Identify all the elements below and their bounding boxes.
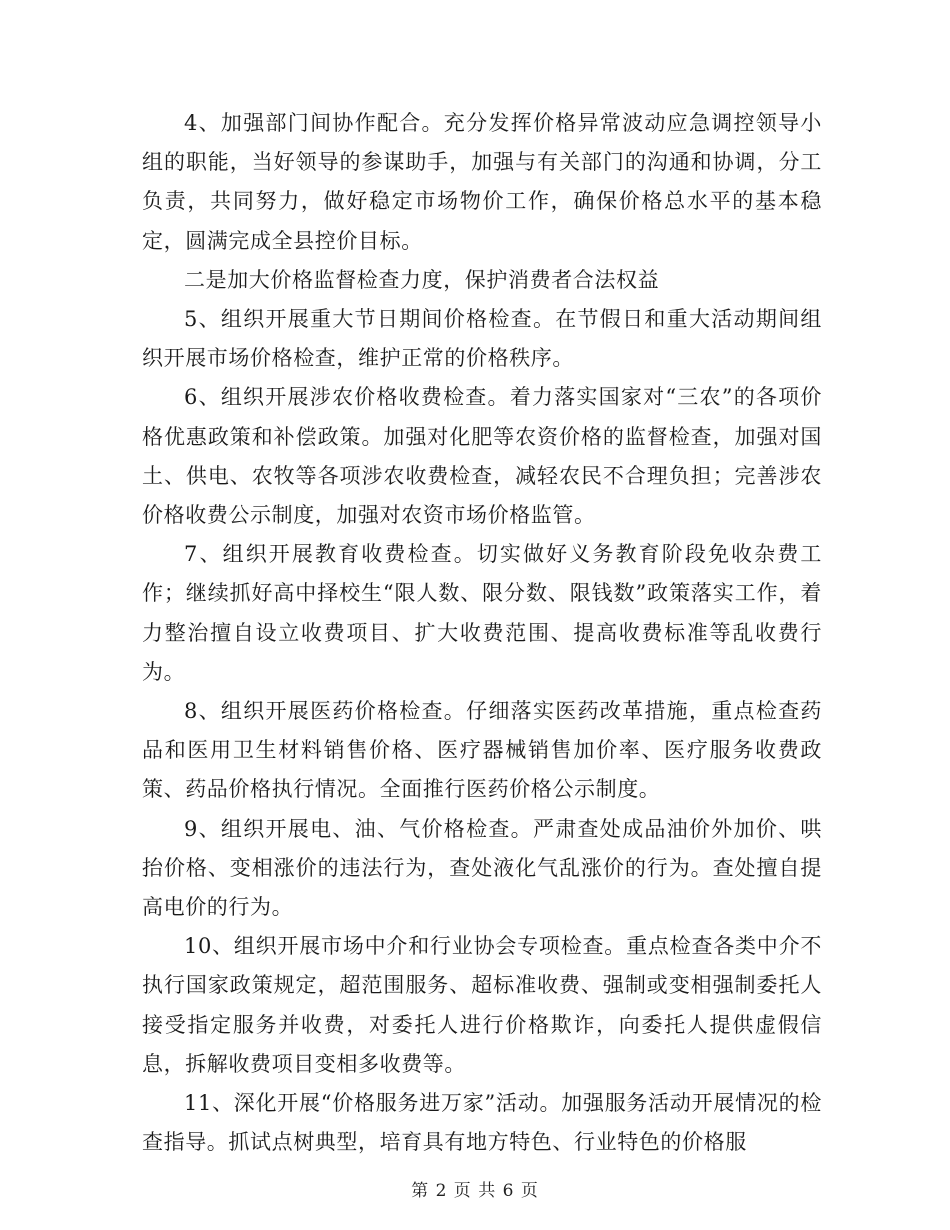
paragraph-item-10: 10、组织开展市场中介和行业协会专项检查。重点检查各类中介不执行国家政策规定，超范围服务、超标准收费、强制或变相强制委托人接受指定服务并收费，对委托人进行价格欺诈，向委托人提供虚假信息，拆解收费项目变相多收费等。	[142, 934, 822, 1076]
paragraph-item-6: 6、组织开展涉农价格收费检查。着力落实国家对“三农”的各项价格优惠政策和补偿政策。加强对化肥等农资价格的监督检查，加强对国土、供电、农牧等各项涉农收费检查，减轻农民不合理负担；完善涉农价格收费公示制度，加强对农资市场价格监管。	[142, 385, 822, 528]
section-heading: 二是加大价格监督检查力度，保护消费者合法权益	[184, 267, 660, 292]
document-body	[142, 104, 822, 1162]
paragraph-item-4: 4、加强部门间协作配合。充分发挥价格异常波动应急调控领导小组的职能，当好领导的参谋助手，加强与有关部门的沟通和协调，分工负责，共同努力，做好稳定市场物价工作，确保价格总水平的基本稳定，圆满完成全县控价目标。	[142, 111, 822, 253]
page-number-footer: 第 2 页 共 6 页	[411, 1181, 539, 1201]
paragraph-item-9: 9、组织开展电、油、气价格检查。严肃查处成品油价外加价、哄抬价格、变相涨价的违法行为，查处液化气乱涨价的行为。查处擅自提高电价的行为。	[142, 816, 822, 920]
paragraph-item-5: 5、组织开展重大节日期间价格检查。在节假日和重大活动期间组织开展市场价格检查，维护正常的价格秩序。	[142, 307, 822, 371]
paragraph-item-8: 8、组织开展医药价格检查。仔细落实医药改革措施，重点检查药品和医用卫生材料销售价格、医疗器械销售加价率、医疗服务收费政策、药品价格执行情况。全面推行医药价格公示制度。	[142, 699, 822, 802]
paragraph-item-11: 11、深化开展“价格服务进万家”活动。加强服务活动开展情况的检查指导。抓试点树典型，培育具有地方特色、行业特色的价格服	[142, 1091, 822, 1155]
paragraph-item-7: 7、组织开展教育收费检查。切实做好义务教育阶段免收杂费工作；继续抓好高中择校生“限人数、限分数、限钱数”政策落实工作，着力整治擅自设立收费项目、扩大收费范围、提高收费标准等乱收费行为。	[142, 542, 822, 684]
